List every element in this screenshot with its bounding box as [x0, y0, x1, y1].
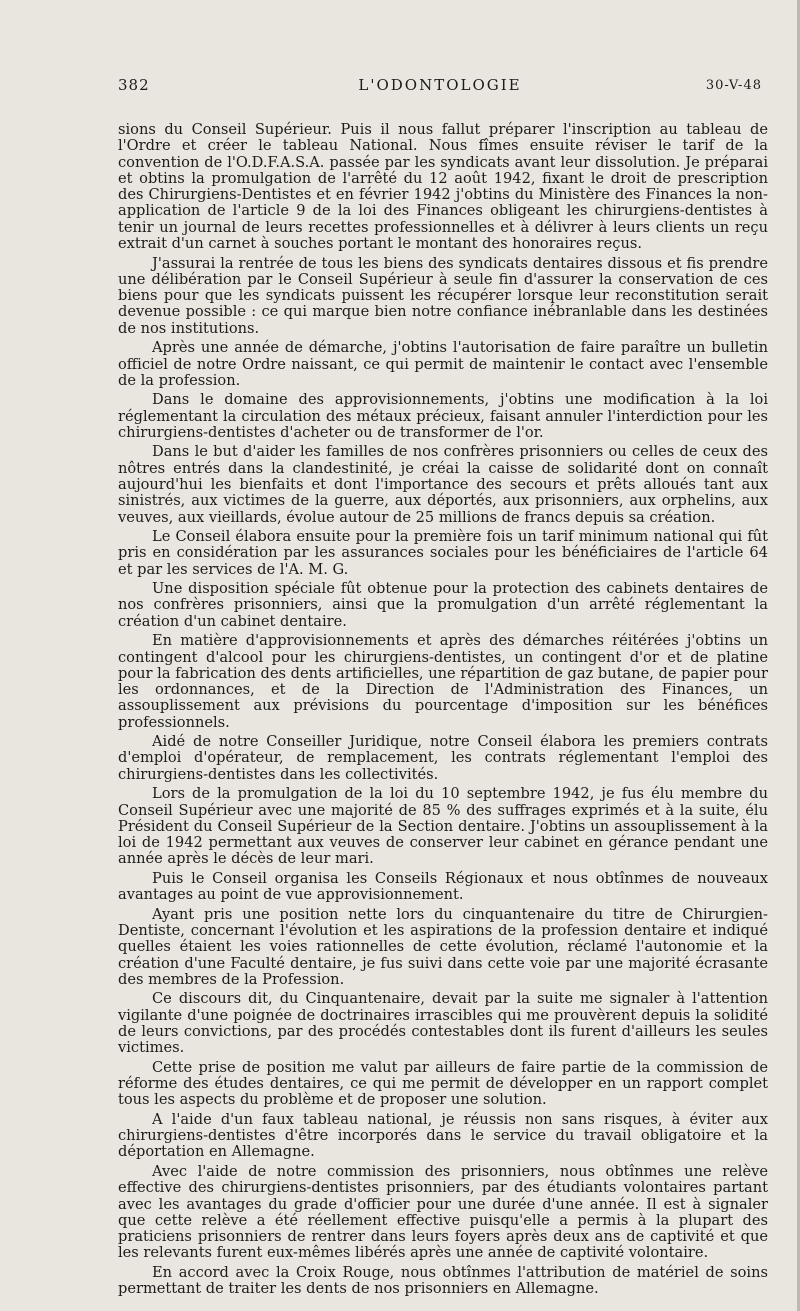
paragraph: Ayant pris une position nette lors du cinquantenaire du titre de Chirurgien-Dentiste, concernant l'évolution et les aspirations de la profession dentaire et indiqué quelles étaient les voies rationnelles de cette évolution, réclamé l'autonomie et la création d'une Faculté dentaire, je fus suivi dans cette voie par une majorité écrasante des membres de la Profession.: [118, 905, 768, 988]
paragraph: A l'aide d'un faux tableau national, je réussis non sans risques, à éviter aux chirurgiens-dentistes d'être incorporés dans le service du travail obligatoire et la déportation en Allemagne.: [118, 1110, 768, 1161]
paragraph: Dans le domaine des approvisionnements, j'obtins une modification à la loi réglementant la circulation des métaux précieux, faisant annuler l'interdiction pour les chirurgiens-dentistes d'acheter ou de transformer de l'or.: [118, 391, 768, 441]
paragraph: Cette prise de position me valut par ailleurs de faire partie de la commission de réforme des études dentaires, ce qui me permit de développer en un rapport complet tous les aspects du problème et de proposer une solution.: [118, 1058, 768, 1109]
issue-date: 30-V-48: [705, 78, 762, 93]
paragraph: En accord avec la Croix Rouge, nous obtînmes l'attribution de matériel de soins permettant de traiter les dents de nos prisonniers en Allemagne.: [118, 1263, 768, 1298]
running-header: [118, 76, 762, 100]
paragraph: Une disposition spéciale fût obtenue pour la protection des cabinets dentaires de nos confrères prisonniers, ainsi que la promulgation d'un arrêté réglementant la création d'un cabinet dentaire.: [118, 580, 768, 630]
paragraph: Lors de la promulgation de la loi du 10 septembre 1942, je fus élu membre du Conseil Supérieur avec une majorité de 85 % des suffrages exprimés et à la suite, élu Président du Conseil Supérieur de la Section dentaire. J'obtins un assouplissement à la loi de 1942 permettant aux veuves de conserver leur cabinet en gérance pendant une année après le décès de leur mari.: [118, 785, 768, 868]
paragraph: sions du Conseil Supérieur. Puis il nous fallut préparer l'inscription au tableau de l'Ordre et créer le tableau National. Nous fîmes ensuite réviser le tarif de la convention de l'O.D.F.A.S.A. passée par les syndicats avant leur dissolution. Je préparai et obtins la promulgation de l'arrêté du 12 août 1942, fixant le droit de prescription des Chirurgiens-Dentistes et en février 1942 j'obtins du Ministère des Finances la non-application de l'article 9 de la loi des Finances obligeant les chirurgiens-dentistes à tenir un journal de leurs recettes professionnelles et à délivrer à leurs clients un reçu extrait d'un carnet à souches portant le montant des honoraires reçus.: [118, 121, 768, 253]
paragraph: Ce discours dit, du Cinquantenaire, devait par la suite me signaler à l'attention vigilante d'une poignée de doctrinaires irrascibles qui me prouvèrent depuis la solidité de leurs convictions, par des procédés contestables dont ils furent d'ailleurs les seules victimes.: [118, 990, 768, 1057]
paragraph: Puis le Conseil organisa les Conseils Régionaux et nous obtînmes de nouveaux avantages au point de vue approvisionnement.: [118, 869, 768, 904]
paragraph: J'assurai la rentrée de tous les biens des syndicats dentaires dissous et fis prendre une délibération par le Conseil Supérieur à seule fin d'assurer la conservation de ces biens pour que les syndicats puissent les récupérer lorsque leur reconstitution serait devenue possible : ce qui marque bien notre confiance inébranlable dans les destinées de nos institutions.: [118, 254, 768, 337]
journal-title: L'ODONTOLOGIE: [358, 76, 522, 94]
paragraph: Aidé de notre Conseiller Juridique, notre Conseil élabora les premiers contrats d'emploi d'opérateur, de remplacement, les contrats réglementant l'emploi des chirurgiens-dentistes dans les collectivités.: [118, 733, 768, 783]
paragraph: Après une année de démarche, j'obtins l'autorisation de faire paraître un bulletin officiel de notre Ordre naissant, ce qui permit de maintenir le contact avec l'ensemble de la profession.: [118, 339, 768, 389]
page-number: 382: [118, 76, 150, 94]
paragraph: Dans le but d'aider les familles de nos confrères prisonniers ou celles de ceux des nôtres entrés dans la clandestinité, je créai la caisse de solidarité dont on connaît aujourd'hui les bienfaits et dont l'importance des secours et prêts alloués tant aux sinistrés, aux victimes de la guerre, aux déportés, aux prisonniers, aux orphelins, aux veuves, aux vieillards, évolue autour de 25 millions de francs depuis sa création.: [118, 443, 768, 526]
article-body: [118, 122, 768, 1301]
paragraph: Le Conseil élabora ensuite pour la première fois un tarif minimum national qui fût pris en considération par les assurances sociales pour les bénéficiaires de l'article 64 et par les services de l'A. M. G.: [118, 528, 768, 578]
paragraph: Avec l'aide de notre commission des prisonniers, nous obtînmes une relève effective des chirurgiens-dentistes prisonniers, par des étudiants volontaires partant avec les avantages du grade d'officier pour une durée d'une année. Il est à signaler que cette relève a été réellement effective puisqu'elle a permis à la plupart des praticiens prisonniers de rentrer dans leurs foyers après deux ans de captivité et que les relevants furent eux-mêmes libérés après une année de captivité volontaire.: [118, 1162, 768, 1262]
paragraph: En matière d'approvisionnements et après des démarches réitérées j'obtins un contingent d'alcool pour les chirurgiens-dentistes, un contingent d'or et de platine pour la fabrication des dents artificielles, une répartition de gaz butane, de papier pour les ordonnances, et de la Direction de l'Administration des Finances, un assouplissement aux prévisions du pourcentage d'imposition sur les bénéfices professionnels.: [118, 632, 768, 731]
